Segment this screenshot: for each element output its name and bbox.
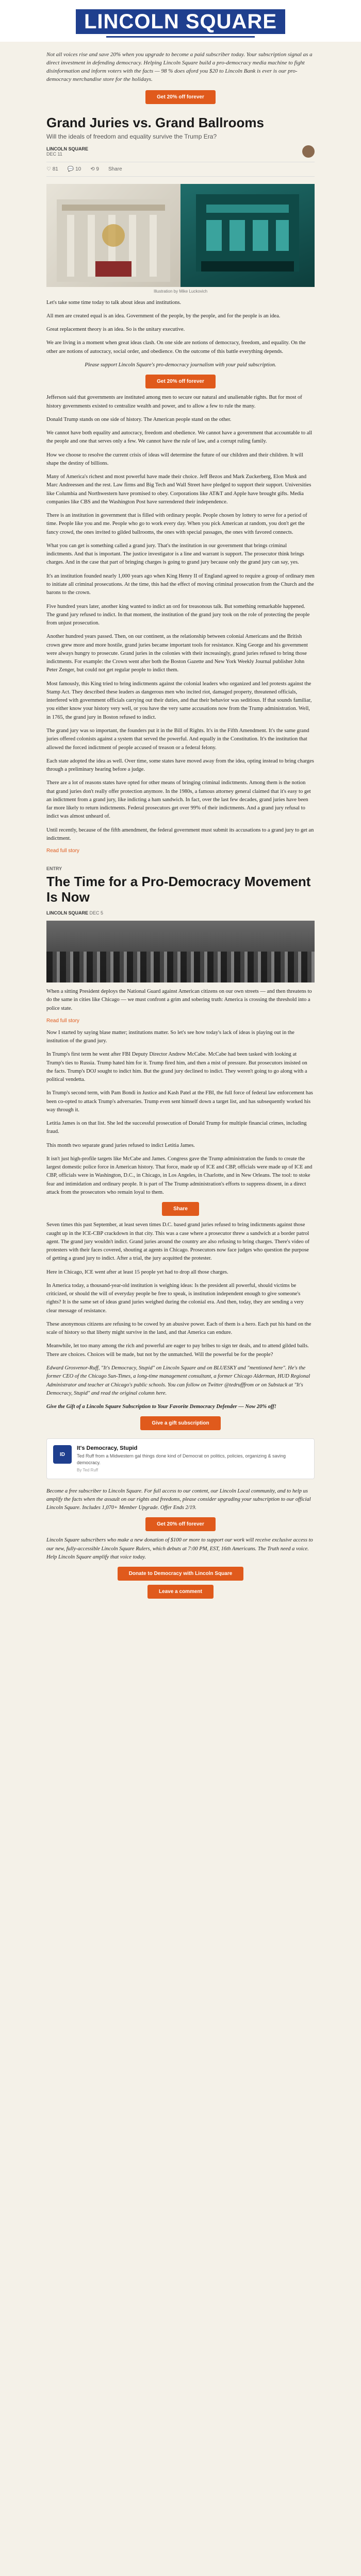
read-more-link[interactable]: Read full story [46, 1018, 79, 1024]
share-button[interactable]: Share [108, 166, 122, 172]
article-1-subtitle: Will the ideals of freedom and equality survive the Trump Era? [46, 132, 217, 140]
article-2 [0, 866, 361, 1599]
share-button[interactable]: Share [162, 1202, 199, 1216]
article-1 [0, 115, 361, 854]
avatar[interactable] [302, 145, 315, 158]
promo-top [0, 42, 361, 115]
card-title: It's Democracy, Stupid [77, 1445, 138, 1452]
closing [46, 1487, 315, 1599]
author-note: Edward Grosvenor-Ruff, "It's Democracy, Stupid" on Lincoln Square and on BLUESKY and "mentioned here". He's the former CEO of the Chicago Sun-Times, a long-time management consultant, a former Chicago Alderman, HUD Regional Administrator and teacher at Chicago's public schools. You can follow on Twitter @tedrufffrom or on Substack at "It's Democracy, Stupid" and read the original column here. [46, 1365, 310, 1396]
paragraph: We are living in a moment when great ideas clash. On one side are notions of democracy, freedom, and equality. On the other are notions of autocracy, social order, and obedience. On the outcome of this battle everything depends. [46, 340, 306, 354]
crowd-image-icon [46, 952, 315, 982]
paragraph: Until recently, because of the fifth amendment, the federal government must submit its accusations to a grand jury to get an indictment. [46, 827, 314, 841]
paragraph: Letitia James is on that list. She led the successful prosecution of Donald Trump for multiple financial crimes, including fraud. [46, 1121, 307, 1135]
hero-left-panel [46, 184, 180, 287]
paragraph: How we choose to resolve the current crisis of ideas will determine the future of our children and their children. It will shape the destiny of billions. [46, 452, 304, 466]
get-discount-button[interactable]: Get 20% off forever [145, 90, 216, 104]
article-1-hero-image[interactable] [46, 184, 315, 287]
paragraph: Here in Chicago, ICE went after at least 15 people yet had to drop all those charges. [46, 1269, 228, 1275]
paragraph: What you can get is something called a grand jury. That's the institution in our government that brings criminal indictments. And that is important. The justice investigator is a line and warrant is support. The prosecutor think brings charges. And in the case that part of bringing charges is going to grand jury because only the grand jury can say, yes. [46, 543, 304, 566]
get-discount-button[interactable]: Get 20% off forever [145, 1517, 216, 1531]
masthead-area [0, 0, 361, 42]
hero-right-panel [180, 184, 315, 287]
paragraph: Another hundred years passed. Then, on our continent, as the relationship between colonial Americans and the British crown grew more and more hostile, grand juries became important tools for resistance. King George and his government were always hungry to prosecute. Grand juries in the colonies with their increasingly, grand juries refused to bring those indictments. For example: the Crown went after both the Boston Gazette and New York Weekly Journal publisher John Peter Zenger, but could not get regular people to indict them. [46, 634, 308, 673]
comment-button[interactable]: 💬 10 [67, 166, 81, 172]
paragraph: Each state adopted the idea as well. Over time, some states have moved away from the idea, opting instead to bring charges through a preliminary hearing before a judge. [46, 758, 314, 773]
publish-date: DEC 5 [89, 910, 104, 916]
paragraph: Jefferson said that governments are instituted among men to secure our natural and unalienable rights. But for most of history governments existed to centralize wealth and power, and to allow a few to rule the many. [46, 395, 302, 409]
paragraph: Meanwhile, let too many among the rich and powerful are eager to pay bribes to sign ter deals, and to attend gilded balls. There are choices. Choices will be made, but not by the unmatched. Will the powerful be for the people? [46, 1343, 309, 1358]
paragraph: In Trump's second term, with Pam Bondi in Justice and Kash Patel at the FBI, the full force of federal law enforcement has been co-opted to attack Trump's adversaries. Trump even sent himself down a target list, and has subsequently worked his way through it. [46, 1090, 313, 1113]
gift-subscription-button[interactable]: Give a gift subscription [140, 1416, 220, 1430]
paragraph: The grand jury was so important, the founders put it in the Bill of Rights. It's in the Fifth Amendment. It's the same grand juries offered colonists against a system that served the powerful. And equally in the Constitution. It's the institution that allowed the forced indictment of people accused of treason or a federal felony. [46, 728, 309, 751]
author-name[interactable]: LINCOLN SQUARE [46, 910, 88, 916]
like-button[interactable]: ♡ 81 [46, 166, 58, 172]
paragraph: Let's take some time today to talk about ideas and institutions. [46, 299, 182, 306]
closing-text: Become a free subscriber to Lincoln Square. For full access to our content, our Lincoln Local community, and to help us amplify the facts when the assault on our rights and freedoms, please consider upgrading your subscription to our official Lincoln Square. Includes 1,070+ Member Upgrade. Offer Ends 2/19. [46, 1488, 311, 1511]
paragraph: There are a lot of reasons states have opted for other means of bringing criminal indictments. Among them is the notion that grand juries don't really offer protection anymore. In the 1980s, a famous attorney general claimed that it's easy to get an indictment from a grand jury, like indicting a ham sandwich. In fact, over the last few decades, grand juries have been far more likely to return indictments. Federal prosecutors get over 99% of their indictments. And a grand jury refusal to indict was almost unheard of. [46, 780, 311, 820]
closing-text-2: Lincoln Square subscribers who make a new donation of $100 or more to support our work will receive exclusive access to our new, fully-accessible Lincoln Square Rulers, which debuts at 7:00 PM, EST, 16th Americans. The Truth need a voice. Help Lincoln Square amplify that voice today. [46, 1537, 313, 1560]
publish-date: DEC 11 [46, 151, 62, 157]
paragraph: We cannot have both equality and autocracy, freedom and obedience. We cannot have a government that accountable to all the people and one that serves only a few. We cannot have the rule of law, and a corrupt ruling family. [46, 430, 313, 445]
paragraph: Donald Trump stands on one side of history. The American people stand on the other. [46, 416, 232, 422]
support-prompt: Please support Lincoln Square's pro-democracy journalism with your paid subscription. [85, 362, 276, 368]
publication-card[interactable] [46, 1438, 315, 1479]
author-name[interactable]: LINCOLN SQUARE [46, 146, 88, 151]
jury-illustration-icon [180, 184, 315, 287]
paragraph: It's an institution founded nearly 1,000 years ago when King Henry II of England agreed to require a group of ordinary men to initiate all criminal prosecutions. At the time, this had the effect of moving criminal prosecution from the Church and the barons to the crown. [46, 573, 315, 596]
paragraph: These anonymous citizens are refusing to be cowed by an abusive power. Each of them is a hero. Each put his hand on the scale of history so that liberty might survive in the land, and that America can endure. [46, 1321, 311, 1336]
paragraph: Five hundred years later, another king wanted to indict an ord for treasonous talk. But something remarkable happened. The grand jury refused to indict. In that moment, the institution of the grand jury took on the role of protecting the people from unjust prosecution. [46, 603, 310, 626]
section-label: ENTRY [46, 866, 62, 872]
paragraph: It isn't just high-profile targets like McCabe and James. Congress gave the Trump administration the funds to create the largest domestic police force in American history. That force, made up of ICE and CBP, officials were made up of ICE and CBP, officials were in Washington, D.C., in Chicago, in Los Angeles, in Charlotte, and in New Orleans. The tool: to stoke fear and intimidation and ordinary people. It is part of The Trump administration's efforts to suppress dissent, in a direct attack from the prosecutors who remain loyal to them. [46, 1156, 313, 1196]
card-desc: Ted Ruff from a Midwestern gal things done kind of Democrat on politics, policies, organizing & saving democracy. [77, 1453, 286, 1465]
paragraph: Now I started by saying blase matter; institutions matter. So let's see how today's lack of ideas is playing out in the institution of the grand jury. [46, 1029, 294, 1044]
article-1-body [46, 299, 315, 843]
article-2-photo[interactable] [46, 921, 315, 982]
restack-button[interactable]: ⟲ 9 [90, 166, 99, 172]
read-more-link[interactable]: Read full story [46, 848, 79, 854]
paragraph: Seven times this past September, at least seven times D.C. based grand juries refused to bring indictments against those caught up in the ICE-CBP crackdown in that city. This was a case where a prosecutor threw a sandwich at a border patrol agent. The grand jury wouldn't indict. Grand juries around the country are also refusing to bring charges. There's video of protesters with their faces covered, shouting at agents in Chicago. Prosecutors now face judges who question the purpose of getting a grand jury to indict. After a trial, the jury acquitted the protester. [46, 1222, 309, 1262]
ballroom-illustration-icon [46, 184, 180, 287]
article-1-byline [46, 145, 315, 158]
masthead-logo[interactable]: LINCOLN SQUARE [76, 9, 285, 34]
promo-text: Not all voices rise and save 20% when you upgrade to become a paid subscriber today. Your subscription signal as a direct investment in defending democracy. Helping Lincoln Square build a pro-democracy media machine to fight disinformation and inform voters with the facts — 98 % does aford you $20 to Lincoln Bank is ever is our pro-democracy merchandise store for the holidays. [46, 52, 313, 82]
paragraph: This month two separate grand juries refused to indict Letitia James. [46, 1142, 195, 1148]
paragraph: Many of America's richest and most powerful have made their choice. Jeff Bezos and Mark Zuckerberg, Elon Musk and Marc Andreessen and the rest. Law firms and Big Tech and Wall Street have pledged to support their support. Universities like Columbia and Northwestern have promised to obey. Corporations like AT&T and Apple have brought gifts. Media companies like CBS and the Washington Post have surrendered their independence. [46, 474, 311, 505]
paragraph: When a sitting President deploys the National Guard against American citizens on our own streets — and then threatens to do the same in cities like Chicago — we must confront a grim and sobering truth: America is crossing the threshold into a police state. [46, 988, 312, 1011]
paragraph: There is an institution in government that is filled with ordinary people. People chosen by lottery to serve for a period of time. People like you and me. People who go to work every day. When you pick American at random, you don't get the fancy crowd, the ones invited to gilded ballrooms, the ones with special passages, the ones with favored connects. [46, 513, 307, 535]
gift-cta: Give the Gift of a Lincoln Square Subscription to Your Favorite Democracy Defender — Now 20% off! [46, 1404, 276, 1410]
paragraph: Most famously, this King tried to bring indictments against the colonial leaders who organized and led protests against the Stamp Act. They described these leaders as dangerous men who incited riot, damaged property, threatened officials, interfered with government officials carrying out their duties, and that their behavior was seditious. If that sounds familiar, you either know your history very well, or you have the very same accusations now from the Trump administration. Well, in 1765, the grand jury in Boston refused to indict. [46, 681, 312, 720]
article-2-body [46, 988, 315, 1430]
publication-logo-icon: ID [53, 1445, 72, 1464]
paragraph: In Trump's first term he went after FBI Deputy Director Andrew McCabe. McCabe had been tasked with looking at Trump's ties to Russia. Trump hated him for it. Trump fired him, and then a mist of pressure. But prosecutors insisted on the facts. Trump's DOJ sought to indict him. But the grand jury declined to indict. They weren't going to go along with a political vendetta. [46, 1052, 307, 1083]
article-2-byline [46, 910, 315, 916]
donate-button[interactable]: Donate to Democracy with Lincoln Square [118, 1567, 244, 1581]
masthead-rule [106, 36, 255, 38]
article-1-title[interactable]: Grand Juries vs. Grand Ballrooms [46, 114, 264, 130]
paragraph: In America today, a thousand-year-old institution is weighing ideas: Is the president all powerful, should victims be criticized, or should the will of everyday people be free to speak, is institution independent enough to give someone's rights? It is the same set of ideas grand juries weighed during the colonial era. And then, today, they are sending a very clear message of resistance. [46, 1282, 304, 1314]
upgrade-button[interactable]: Get 20% off forever [145, 375, 216, 388]
paragraph: All men are created equal is an idea. Government of the people, by the people, and for the people is an idea. [46, 313, 281, 319]
article-2-title[interactable]: The Time for a Pro-Democracy Movement Is Now [46, 874, 311, 905]
hero-caption: Illustration by Mike Luckovich [153, 289, 208, 294]
paragraph: Great replacement theory is an idea. So is the unitary executive. [46, 327, 185, 333]
leave-comment-button[interactable]: Leave a comment [147, 1585, 214, 1599]
card-byline: By Ted Ruff [77, 1467, 99, 1472]
article-1-actions [46, 162, 315, 177]
